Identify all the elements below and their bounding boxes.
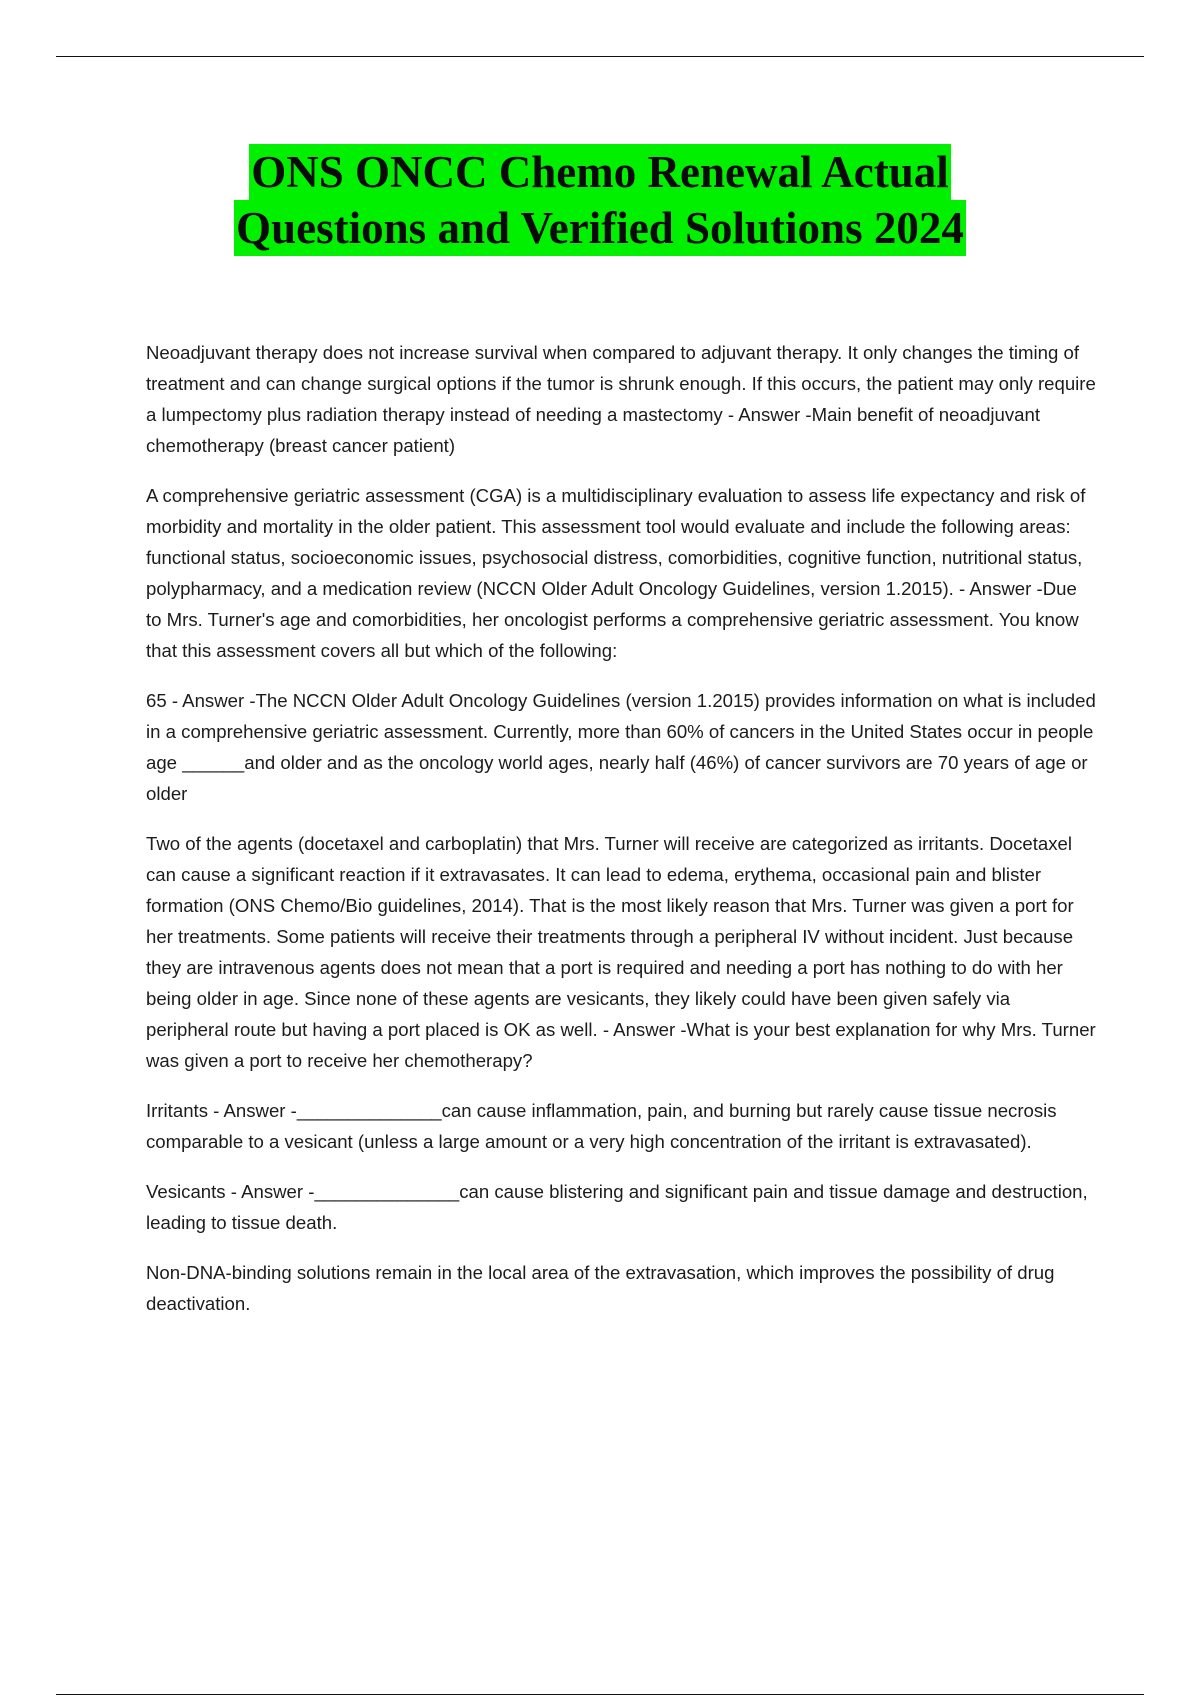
document-title [0,144,1200,256]
qa-paragraph-irritants: Irritants - Answer -______________can cause inflammation, pain, and burning but rarely cause tissue necrosis comparable to a vesicant (unless a large amount or a very high concentration of the irritant is extravasated). [146,1100,1057,1152]
document-body [146,337,1096,1338]
top-divider [56,56,1144,57]
bottom-divider [56,1694,1144,1695]
qa-paragraph-neoadjuvant: Neoadjuvant therapy does not increase survival when compared to adjuvant therapy. It only changes the timing of treatment and can change surgical options if the tumor is shrunk enough. If this occurs, the patient may only require a lumpectomy plus radiation therapy instead of needing a mastectomy - Answer -Main benefit of neoadjuvant chemotherapy (breast cancer patient) [146,342,1096,456]
title-line-1: ONS ONCC Chemo Renewal Actual [249,144,950,200]
qa-paragraph-vesicants: Vesicants - Answer -______________can cause blistering and significant pain and tissue damage and destruction, leading to tissue death. [146,1181,1088,1233]
qa-paragraph-port: Two of the agents (docetaxel and carboplatin) that Mrs. Turner will receive are categorized as irritants. Docetaxel can cause a significant reaction if it extravasates. It can lead to edema, erythema, occasional pain and blister formation (ONS Chemo/Bio guidelines, 2014). That is the most likely reason that Mrs. Turner was given a port for her treatments. Some patients will receive their treatments through a peripheral IV without incident. Just because they are intravenous agents does not mean that a port is required and needing a port has nothing to do with her being older in age. Since none of these agents are vesicants, they likely could have been given safely via peripheral route but having a port placed is OK as well. - Answer -What is your best explanation for why Mrs. Turner was given a port to receive her chemotherapy? [146,833,1096,1071]
qa-paragraph-geriatric-assessment: A comprehensive geriatric assessment (CGA) is a multidisciplinary evaluation to assess life expectancy and risk of morbidity and mortality in the older patient. This assessment tool would evaluate and include the following areas: functional status, socioeconomic issues, psychosocial distress, comorbidities, cognitive function, nutritional status, polypharmacy, and a medication review (NCCN Older Adult Oncology Guidelines, version 1.2015). - Answer -Due to Mrs. Turner's age and comorbidities, her oncologist performs a comprehensive geriatric assessment. You know that this assessment covers all but which of the following: [146,485,1086,661]
qa-paragraph-non-dna-binding: Non-DNA-binding solutions remain in the local area of the extravasation, which improves the possibility of drug deactivation. [146,1262,1055,1314]
title-line-2: Questions and Verified Solutions 2024 [234,200,966,256]
qa-paragraph-age-65: 65 - Answer -The NCCN Older Adult Oncology Guidelines (version 1.2015) provides information on what is included in a comprehensive geriatric assessment. Currently, more than 60% of cancers in the United States occur in people age ______and older and as the oncology world ages, nearly half (46%) of cancer survivors are 70 years of age or older [146,690,1096,804]
